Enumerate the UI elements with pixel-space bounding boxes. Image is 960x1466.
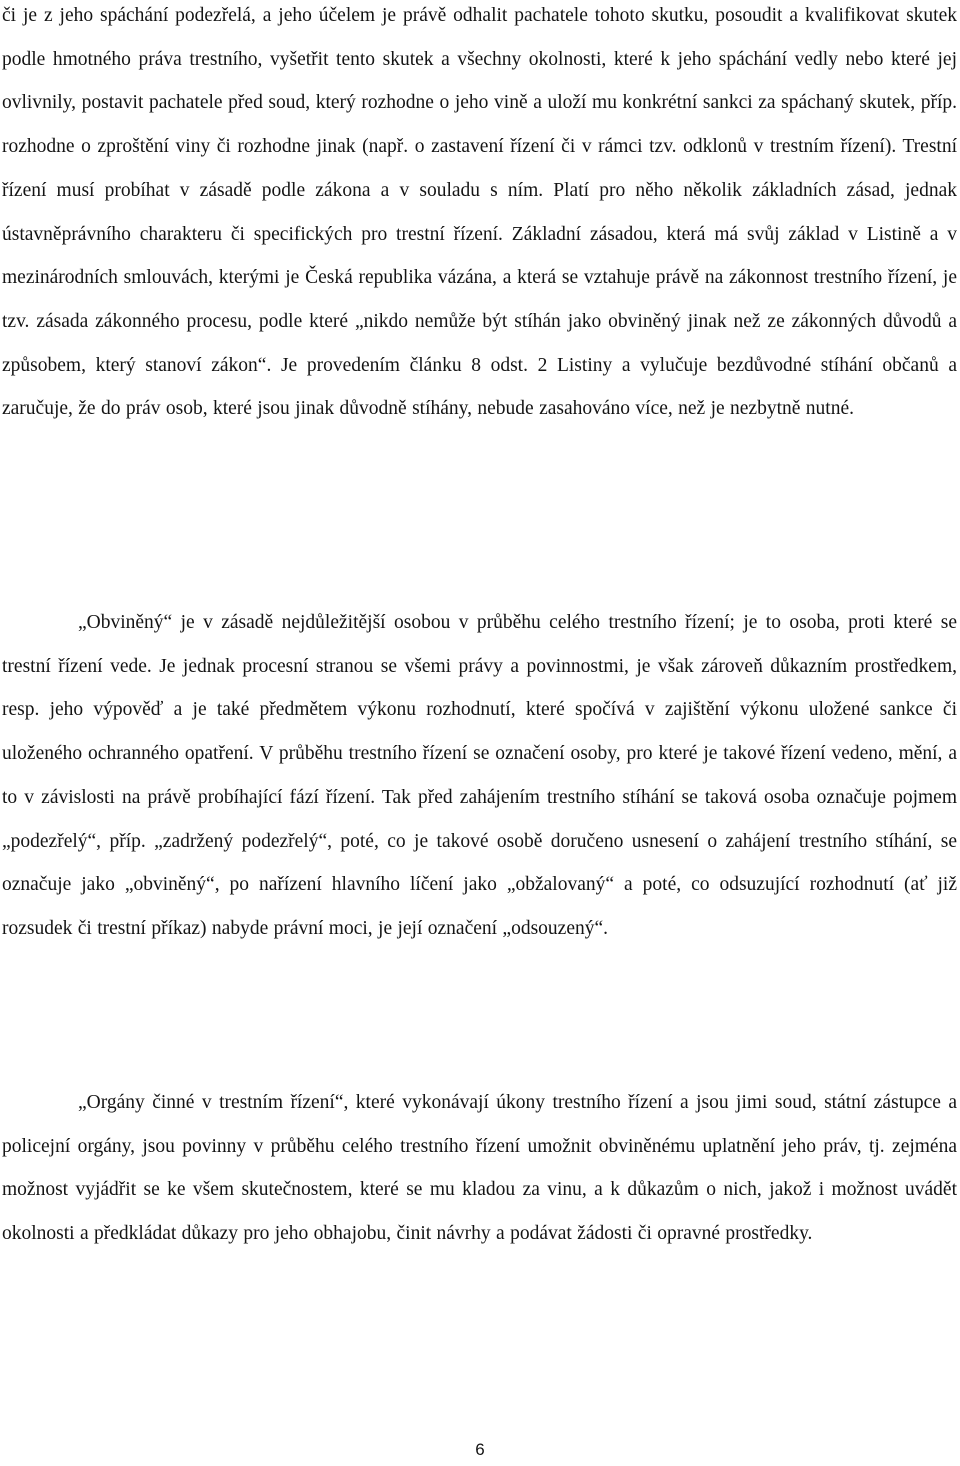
page-number: 6 — [475, 1440, 485, 1459]
paragraph-authorities-duties: „Orgány činné v trestním řízení“, které vykonávají úkony trestního řízení a jsou jimi soud, státní zástupce a policejní orgány, jsou povinny v průběhu celého trestního řízení umožnit obviněnému uplatnění jeho práv, tj. zejména možnost vyjádřit se ke všem skutečnostem, které se mu kladou za vinu, a k důkazům o nich, jakož i možnost uvádět okolnosti a předkládat důkazy pro jeho obhajobu, činit návrhy a podávat žádosti či opravné prostředky. — [2, 1092, 957, 1245]
paragraph-criminal-proceedings-purpose: či je z jeho spáchání podezřelá, a jeho účelem je právě odhalit pachatele tohoto skutku, posoudit a kvalifikovat skutek podle hmotného práva trestního, vyšetřit tento skutek a všechny okolnosti, které k jeho spáchání vedly nebo které jej ovlivnily, postavit pachatele před soud, který rozhodne o jeho vině a uloží mu konkrétní sankci za spáchaný skutek, příp. rozhodne o zproštění viny či rozhodne jinak (např. o zastavení řízení či v rámci tzv. odklonů v trestním řízení). Trestní řízení musí probíhat v zásadě podle zákona a v souladu s ním. Platí pro něho několik základních zásad, jednak ústavněprávního charakteru či specifických pro trestní řízení. Základní zásadou, která má svůj základ v Listině a v mezinárodních smlouvách, kterými je Česká republika vázána, a která se vztahuje právě na zákonnost trestního řízení, je tzv. zásada zákonného procesu, podle které „nikdo nemůže být stíhán jako obviněný jinak než ze zákonných důvodů a způsobem, který stanoví zákon“. Je provedením článku 8 odst. 2 Listiny a vylučuje bezdůvodné stíhání občanů a zaručuje, že do práv osob, které jsou jinak důvodně stíhány, nebude zasahováno více, než je nezbytně nutné. — [2, 5, 957, 420]
paragraph-accused-person: „Obviněný“ je v zásadě nejdůležitější osobou v průběhu celého trestního řízení; je to osoba, proti které se trestní řízení vede. Je jednak procesní stranou se všemi právy a povinnostmi, je však zároveň důkazním prostředkem, resp. jeho výpověď a je také předmětem výkonu rozhodnutí, které spočívá v zajištění výkonu uložené sankce či uloženého ochranného opatření. V průběhu trestního řízení se označení osoby, pro které je takové řízení vedeno, mění, a to v závislosti na právě probíhající fází řízení. Tak před zahájením trestního stíhání se taková osoba označuje pojmem „podezřelý“, příp. „zadržený podezřelý“, poté, co je takové osobě doručeno usnesení o zahájení trestního stíhání, se označuje jako „obviněný“, po nařízení hlavního líčení jako „obžalovaný“ a poté, co odsuzující rozhodnutí (ať již rozsudek či trestní příkaz) nabyde právní moci, je její označení „odsouzený“. — [2, 612, 957, 939]
